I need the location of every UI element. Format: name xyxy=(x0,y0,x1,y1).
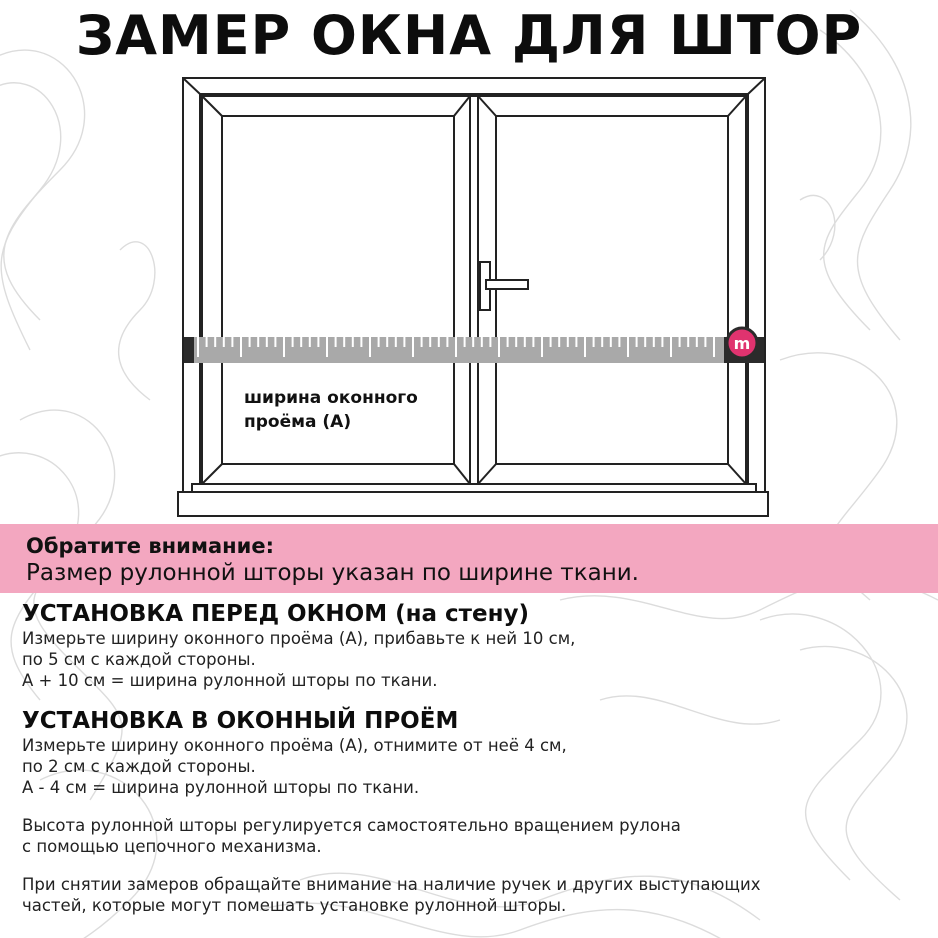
section-wall-mount xyxy=(22,601,922,691)
section-line: по 5 см с каждой стороны. xyxy=(22,650,256,669)
note-line: При снятии замеров обращайте внимание на наличие ручек и других выступающих xyxy=(22,875,761,894)
section-line: Измерьте ширину оконного проёма (А), прибавьте к ней 10 см, xyxy=(22,629,576,648)
note-line: Высота рулонной шторы регулируется самостоятельно вращением рулона xyxy=(22,816,681,835)
section-title: УСТАНОВКА ПЕРЕД ОКНОМ (на стену) xyxy=(22,601,529,627)
opening-width-label xyxy=(244,386,484,434)
opening-label-line-1: ширина оконного xyxy=(244,388,418,408)
notice-text: Размер рулонной шторы указан по ширине ткани. xyxy=(26,560,639,586)
opening-label-line-2: проёма (А) xyxy=(244,412,352,432)
section-line: Измерьте ширину оконного проёма (А), отнимите от неё 4 см, xyxy=(22,736,567,755)
tape-badge-label: m xyxy=(733,334,751,353)
note-height-adjustment xyxy=(22,815,922,857)
notice-heading: Обратите внимание: xyxy=(26,534,275,558)
note-handles-warning xyxy=(22,874,922,916)
section-title: УСТАНОВКА В ОКОННЫЙ ПРОЁМ xyxy=(22,708,459,734)
section-line: по 2 см с каждой стороны. xyxy=(22,757,256,776)
page-title: ЗАМЕР ОКНА ДЛЯ ШТОР xyxy=(75,4,863,67)
note-line: с помощью цепочного механизма. xyxy=(22,837,322,856)
section-line: А - 4 см = ширина рулонной шторы по ткани. xyxy=(22,778,420,797)
note-line: частей, которые могут помешать установке рулонной шторы. xyxy=(22,896,567,915)
notice-banner xyxy=(0,524,938,593)
section-recess-mount xyxy=(22,708,922,798)
section-line: А + 10 см = ширина рулонной шторы по ткани. xyxy=(22,671,438,690)
